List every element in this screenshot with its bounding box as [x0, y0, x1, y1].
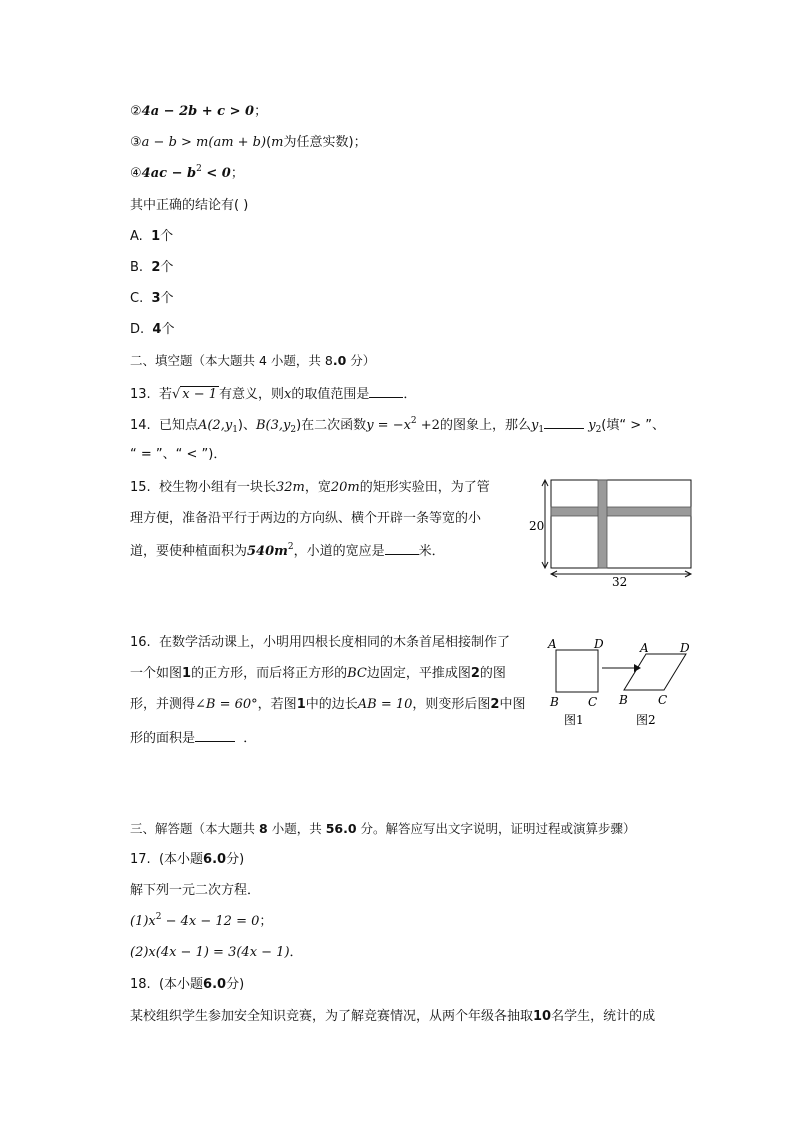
question-14-line-2: “ = ”、“ < ”)．	[130, 447, 227, 462]
question-17-heading: 17. (本小题6.0分)	[130, 852, 245, 867]
question-15-line-3: 道，要使种植面积为$540m^2$，小道的宽应是 米．	[130, 542, 445, 559]
answer-blank-14[interactable]	[544, 414, 584, 429]
fig1-label-c: C	[588, 695, 598, 709]
fig2-caption: 图2	[636, 713, 656, 727]
question-16-line-1: 16. 在数学活动课上，小明用四根长度相同的木条首尾相接制作了	[130, 635, 510, 650]
fig1-label-d: D	[594, 637, 604, 651]
section-3-heading: 三、解答题（本大题共 8 小题，共 56.0 分。解答应写出文字说明，证明过程或演算步骤）	[130, 821, 636, 836]
path-vertical	[598, 480, 607, 568]
fig2-label-c: C	[658, 693, 668, 707]
question-16-line-4: 形的面积是 ．	[130, 727, 256, 749]
condition-4: ④4ac − $b^2 < 0$；	[130, 164, 244, 181]
question-14-line-1: 14. 已知点$A(2,y_1)$、$B(3,y_2)$在二次函数$y = -x^2 +2$的图象上，那么$y_1$ $y_2$(填“ > ”、	[130, 416, 665, 435]
choice-d: D. 4个	[130, 322, 175, 337]
fig2-label-d: D	[680, 641, 690, 655]
field-diagram	[525, 470, 700, 590]
choice-c: C. 3个	[130, 291, 174, 306]
question-17-part-1: $(1)x^2 - 4x - 12 = 0$；	[130, 912, 273, 929]
question-16-line-2: 一个如图1的正方形，而后将正方形的BC边固定，平推成图2的图	[130, 666, 506, 681]
fig1-label-b: B	[550, 695, 559, 709]
section-2-heading: 二、填空题（本大题共 4 小题，共 8.0 分）	[130, 353, 376, 368]
fig1-label-a: A	[548, 637, 557, 651]
width-label: 32	[612, 575, 628, 589]
answer-blank-16[interactable]	[195, 727, 235, 742]
question-12-stem: 其中正确的结论有( )	[130, 198, 249, 213]
question-18-heading: 18. (本小题6.0分)	[130, 977, 245, 992]
question-17-part-2: (2)x(4x − 1) = 3(4x − 1)．	[130, 945, 303, 960]
fig1-caption: 图1	[564, 713, 584, 727]
question-15-line-2: 理方便，准备沿平行于两边的方向纵、横个开辟一条等宽的小	[130, 511, 482, 526]
parallelogram	[624, 654, 686, 690]
question-13: 13. 若√ x − 1 有意义，则x的取值范围是 ．	[130, 383, 416, 405]
question-17-stem: 解下列一元二次方程．	[130, 883, 261, 898]
square	[556, 650, 598, 692]
choice-a: A. 1个	[130, 229, 174, 244]
fig2-label-a: A	[640, 641, 649, 655]
question-16-line-3: 形，并测得∠B = 60°，若图1中的边长AB = 10，则变形后图2中图	[130, 697, 526, 712]
condition-2: ②4a − 2b + c > 0；	[130, 104, 268, 119]
question-18-line-1: 某校组织学生参加安全知识竞赛，为了解竞赛情况，从两个年级各抽取10名学生，统计的成	[130, 1009, 656, 1024]
question-15-line-1: 15. 校生物小组有一块长32m，宽20m的矩形实验田，为了管	[130, 480, 490, 495]
answer-blank-15[interactable]	[385, 540, 419, 555]
height-label: 20	[529, 519, 545, 533]
square-parallelogram-diagram	[540, 632, 700, 732]
choice-b: B. 2个	[130, 260, 174, 275]
condition-3: ③a − b > m(am + b)(m为任意实数)；	[130, 135, 367, 150]
fig2-label-b: B	[619, 693, 628, 707]
field-rect	[551, 480, 691, 568]
answer-blank-13[interactable]	[369, 383, 403, 398]
path-horizontal	[551, 507, 691, 516]
